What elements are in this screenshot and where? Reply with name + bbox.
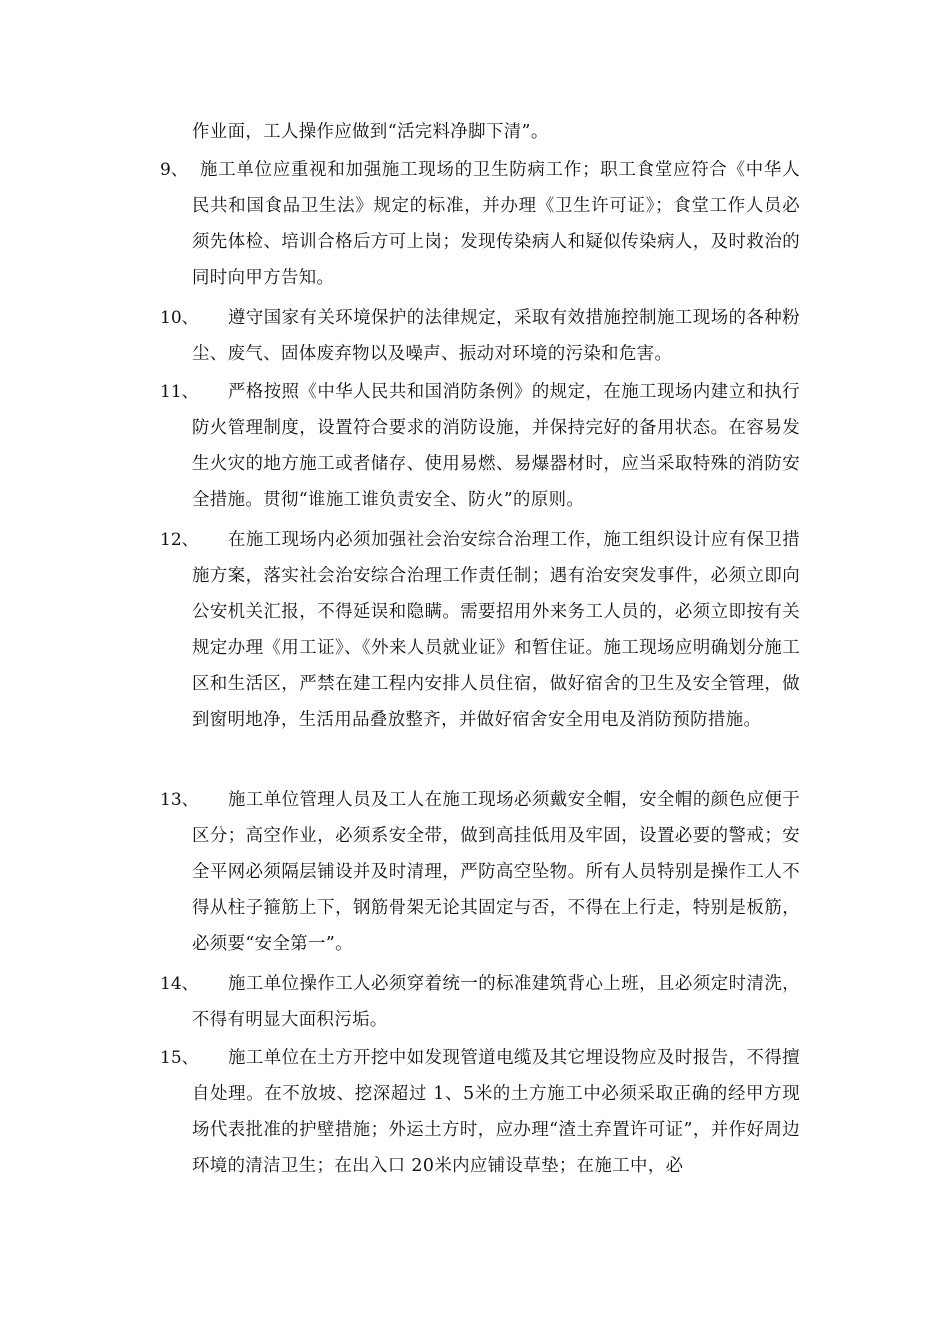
item-number: 14、: [160, 974, 199, 994]
item-number: 11、: [160, 382, 199, 402]
item-text: 施工单位在土方开挖中如发现管道电缆及其它埋设物应及时报告，不得擅自处理。在不放坡、挖深超过 1、5米的土方施工中必须采取正确的经甲方现场代表批准的护壁措施；外运土方时，应办理“渣土弃置许可证”，并作好周边环境的清洁卫生；在出入口 20米内应铺设草垫；在施工中，必: [192, 1048, 800, 1176]
item-text: 施工单位操作工人必须穿着统一的标准建筑背心上班，且必须定时清洗，不得有明显大面积污垢。: [192, 974, 800, 1030]
item-number: 10、: [160, 308, 199, 328]
continuation-paragraph: 作业面，工人操作应做到“活完料净脚下清”。: [192, 122, 549, 142]
item-number: 13、: [160, 790, 199, 810]
item-text: 在施工现场内必须加强社会治安综合治理工作，施工组织设计应有保卫措施方案，落实社会治安综合治理工作责任制；遇有治安突发事件，必须立即向公安机关汇报，不得延误和隐瞒。需要招用外来务工人员的，必须立即按有关规定办理《用工证》、《外来人员就业证》和暂住证。施工现场应明确划分施工区和生活区，严禁在建工程内安排人员住宿，做好宿舍的卫生及安全管理，做到窗明地净，生活用品叠放整齐，并做好宿舍安全用电及消防预防措施。: [192, 530, 800, 730]
item-number: 12、: [160, 530, 199, 550]
item-number: 9、: [160, 160, 188, 180]
item-text: 施工单位管理人员及工人在施工现场必须戴安全帽，安全帽的颜色应便于区分；高空作业，必须系安全带，做到高挂低用及牢固，设置必要的警戒；安全平网必须隔层铺设并及时清理，严防高空坠物。所有人员特别是操作工人不得从柱子箍筋上下，钢筋骨架无论其固定与否，不得在上行走，特别是板筋，必须要“安全第一”。: [192, 790, 800, 954]
item-text: 严格按照《中华人民共和国消防条例》的规定，在施工现场内建立和执行防火管理制度，设置符合要求的消防设施，并保持完好的备用状态。在容易发生火灾的地方施工或者储存、使用易燃、易爆器材时，应当采取特殊的消防安全措施。贯彻“谁施工谁负责安全、防火”的原则。: [192, 382, 800, 510]
item-text: 施工单位应重视和加强施工现场的卫生防病工作；职工食堂应符合《中华人民共和国食品卫生法》规定的标准，并办理《卫生许可证》；食堂工作人员必须先体检、培训合格后方可上岗；发现传染病人和疑似传染病人，及时救治的同时向甲方告知。: [192, 160, 800, 288]
item-text: 遵守国家有关环境保护的法律规定，采取有效措施控制施工现场的各种粉尘、废气、固体废弃物以及噪声、振动对环境的污染和危害。: [192, 308, 800, 364]
item-number: 15、: [160, 1048, 199, 1068]
